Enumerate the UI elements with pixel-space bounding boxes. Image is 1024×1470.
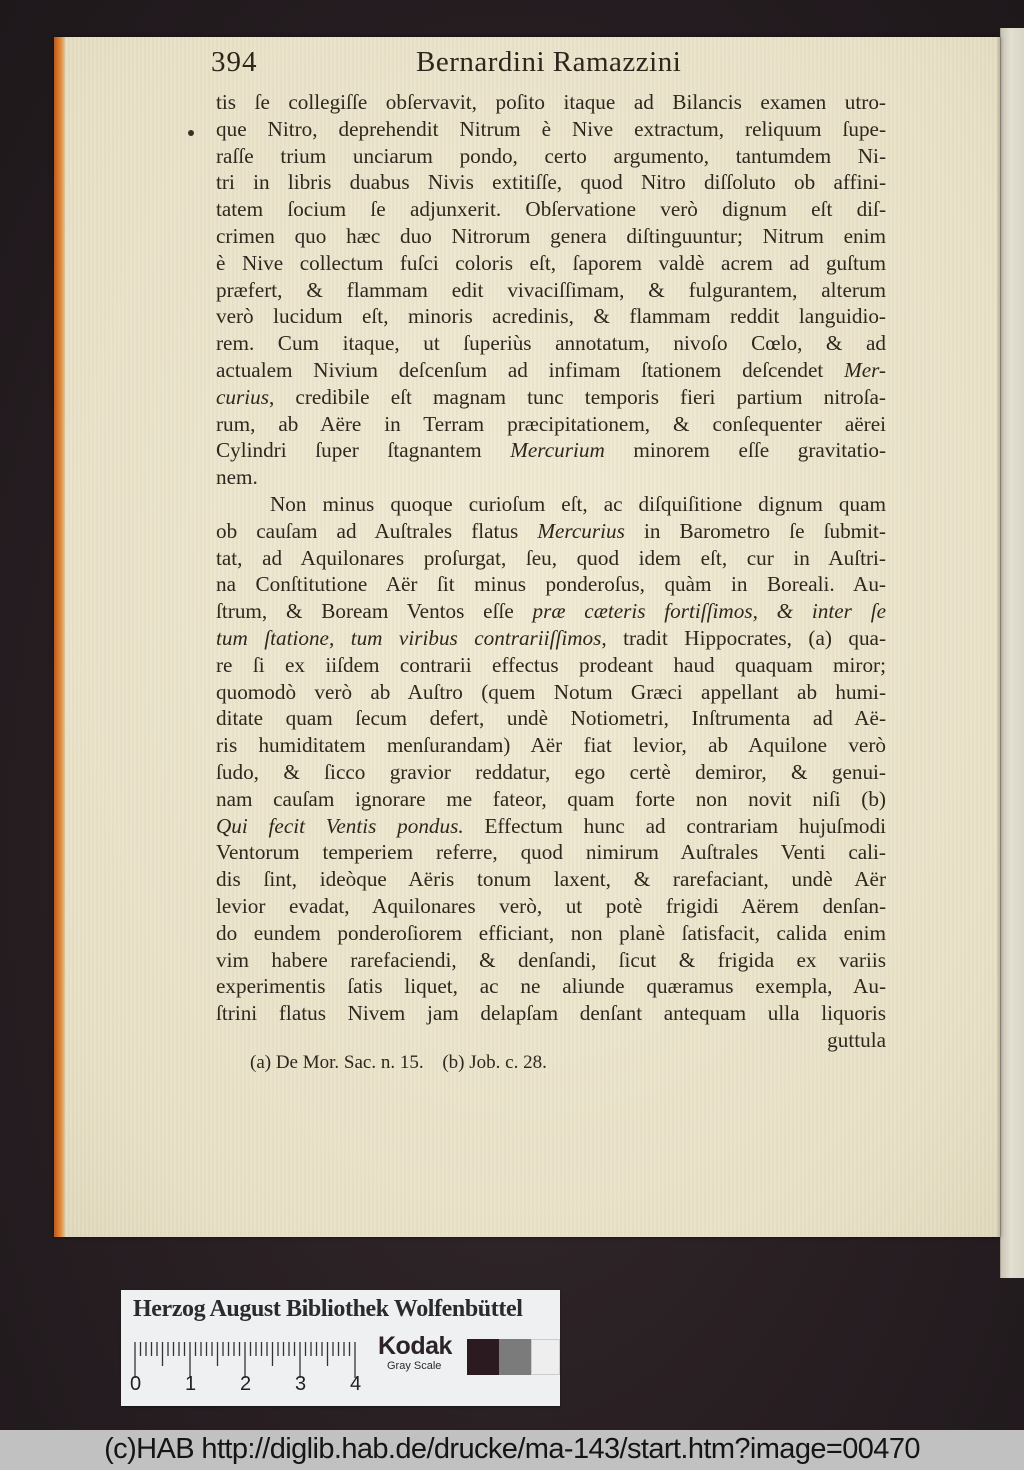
text-line: tri in libris duabus Nivis extitiſſe, quod Nitro diſſoluto ob affini- <box>216 170 886 195</box>
ruler-labels <box>130 1373 390 1397</box>
footnote-b: (b) Job. c. 28. <box>442 1052 547 1073</box>
text-line: experimentis ſatis liquet, ac ne aliunde quæramus exempla, Au- <box>216 974 886 999</box>
ruler-label-4: 4 <box>350 1373 362 1395</box>
text-line: tum ſtatione, tum viribus contrariiſſimos, tradit Hippocrates, (a) qua- <box>216 625 886 650</box>
footnotes <box>250 1052 561 1074</box>
swatch-white <box>531 1339 560 1375</box>
text-line: Qui fecit Ventis pondus. Effectum hunc ad contrariam hujuſmodi <box>216 813 886 838</box>
text-line: verò lucidum eſt, minoris acredinis, & flammam reddit languidio- <box>216 304 886 329</box>
page-gilt-edge <box>54 37 65 1237</box>
text-line: è Nive collectum fuſci coloris eſt, ſaporem valdè acrem ad guſtum <box>216 250 886 275</box>
text-line: rum, ab Aëre in Terram præcipitationem, & conſequenter aërei <box>216 411 886 436</box>
text-line: na Conſtitutione Aër ſit minus ponderoſus, quàm in Boreali. Au- <box>216 572 886 597</box>
text-line: Ventorum temperiem referre, quod nimirum Auſtrales Venti cali- <box>216 840 886 865</box>
text-line: re ſi ex iiſdem contrarii effectus prodeant haud quaquam miror; <box>216 652 886 677</box>
text-line: guttula <box>827 1027 886 1052</box>
text-line: vim habere rarefaciendi, & denſandi, ſicut & frigida ex variis <box>216 947 886 972</box>
text-line: crimen quo hæc duo Nitrorum genera diſtinguuntur; Nitrum enim <box>216 223 886 248</box>
swatch-gray <box>499 1339 531 1375</box>
margin-mark <box>188 130 194 136</box>
text-line: que Nitro, deprehendit Nitrum è Nive extractum, reliquum ſupe- <box>216 116 886 141</box>
page-number: 394 <box>211 46 258 78</box>
text-line: do eundem ponderoſiorem efficiant, non planè ſatisfacit, calida enim <box>216 920 886 945</box>
text-line: nem. <box>216 465 258 490</box>
text-line: Non minus quoque curioſum eſt, ac diſquiſitione dignum quam <box>270 491 886 516</box>
ruler-label-3: 3 <box>295 1373 307 1395</box>
color-calibration-card <box>121 1290 560 1406</box>
copyright-footer <box>0 1430 1024 1470</box>
library-name: Herzog August Bibliothek Wolfenbüttel <box>133 1296 523 1322</box>
text-line: rem. Cum itaque, ut ſuperiùs annotatum, nivoſo Cœlo, & ad <box>216 331 886 356</box>
text-line: ditate quam ſecum defert, undè Notiometri, Inſtrumenta ad Aë- <box>216 706 886 731</box>
text-line: tis ſe collegiſſe obſervavit, poſito itaque ad Bilancis examen utro- <box>216 90 886 114</box>
copyright-url: (c)HAB http://diglib.hab.de/drucke/ma-143/start.htm?image=00470 <box>104 1433 920 1465</box>
text-line: ris humiditatem menſurandam) Aër fiat levior, ab Aquilone verò <box>216 733 886 758</box>
text-line: ob cauſam ad Auſtrales flatus Mercurius in Barometro ſe ſubmit- <box>216 518 886 543</box>
kodak-logo: Kodak <box>378 1332 452 1360</box>
text-line: ſtrum, & Boream Ventos eſſe præ cæteris fortiſſimos, & inter ſe <box>216 599 886 624</box>
text-line: tatem ſocium ſe adjunxerit. Obſervatione verò dignum eſt diſ- <box>216 197 886 222</box>
text-line: quomodò verò ab Auſtro (quem Notum Græci appellant ab humi- <box>216 679 886 704</box>
ruler-label-1: 1 <box>185 1373 197 1395</box>
text-line: curius, credibile eſt magnam tunc temporis fieri partium nitroſa- <box>216 384 886 409</box>
text-line: levior evadat, Aquilonares verò, ut potè frigidi Aërem denſan- <box>216 893 886 918</box>
text-line: ſtrini flatus Nivem jam delapſam denſant antequam ulla liquoris <box>216 1001 886 1026</box>
running-head-title: Bernardini Ramazzini <box>416 46 682 78</box>
footnote-a: (a) De Mor. Sac. n. 15. <box>250 1052 424 1073</box>
text-line: tat, ad Aquilonares proſurgat, ſeu, quod idem eſt, cur in Auſtri- <box>216 545 886 570</box>
body-text <box>216 89 886 1054</box>
text-line: Cylindri ſuper ſtagnantem Mercurium minorem eſſe gravitatio- <box>216 438 887 463</box>
ruler-label-0: 0 <box>130 1373 142 1395</box>
text-line: actualem Nivium deſcenſum ad infimam ſtationem deſcendet Mer- <box>216 357 886 382</box>
text-line: dis ſint, ideòque Aëris tonum laxent, & rarefaciant, undè Aër <box>216 867 886 892</box>
swatch-black <box>467 1339 499 1375</box>
text-line: præfert, & flammam edit vivaciſſimam, & fulgurantem, alterum <box>216 277 886 302</box>
ruler-label-2: 2 <box>240 1373 252 1395</box>
text-line: ſudo, & ſicco gravior reddatur, ego certè demiror, & genui- <box>216 759 886 784</box>
text-line: nam cauſam ignorare me fateor, quam forte non novit niſi (b) <box>216 786 886 811</box>
gray-scale-label: Gray Scale <box>387 1360 442 1372</box>
adjacent-page-edge <box>1000 28 1024 1278</box>
running-head <box>211 46 931 82</box>
text-line: raſſe trium unciarum pondo, certo argumento, tantumdem Ni- <box>216 143 886 168</box>
page-gutter <box>997 37 1000 1237</box>
